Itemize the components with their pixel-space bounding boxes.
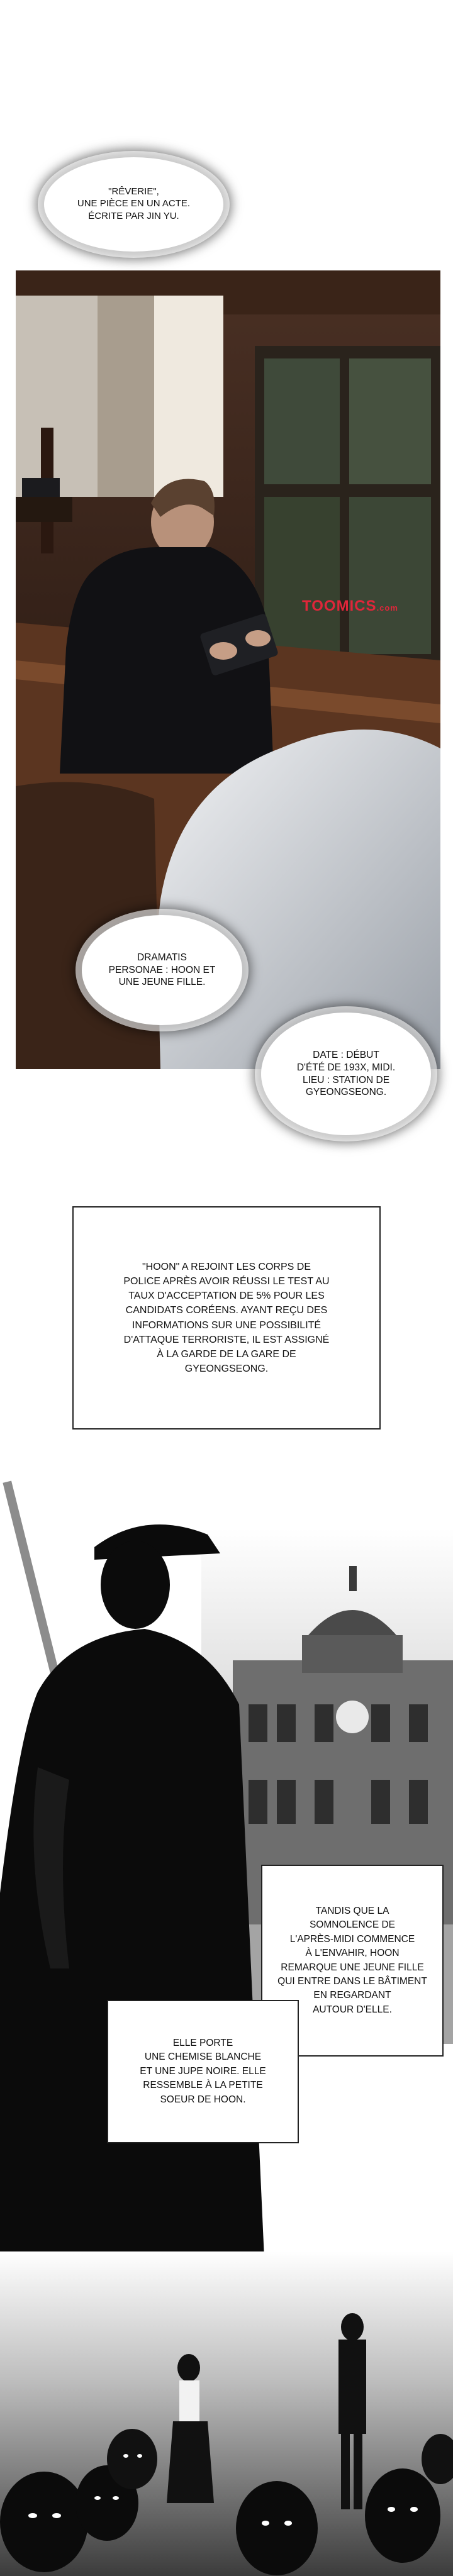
hoon-intro-caption: "HOON" A REJOINT LES CORPS DE POLICE APRÈS AVOIR RÉUSSI LE TEST AU TAUX D'ACCEPTATION DE 5% POUR LES CANDIDATS CORÉENS. AYANT REÇU DES INFORMATIONS SUR UNE POSSIBILITÉ D'ATTAQUE TERRORISTE, IL EST ASSIGNÉ À LA GARDE DE LA GARE DE GYEONGSEONG. xyxy=(72,1206,381,1430)
somnolence-caption: TANDIS QUE LA SOMNOLENCE DE L'APRÈS-MIDI COMMENCE À L'ENVAHIR, HOON REMARQUE UNE JEUNE FILLE QUI ENTRE DANS LE BÂTIMENT EN REGARDANT AUTOUR D'ELLE. xyxy=(261,1865,444,2057)
crowd-illustration xyxy=(0,2251,453,2576)
title-caption: "RÊVERIE", UNE PIÈCE EN UN ACTE. ÉCRITE PAR JIN YU. xyxy=(77,186,191,221)
watermark-text: TOOMICS xyxy=(302,597,377,614)
dramatis-caption: DRAMATIS PERSONAE : HOON ET UNE JEUNE FILLE. xyxy=(108,952,216,988)
girl-caption: ELLE PORTE UNE CHEMISE BLANCHE ET UNE JUPE NOIRE. ELLE RESSEMBLE À LA PETITE SOEUR DE HOON. xyxy=(107,2000,299,2143)
crowd-panel xyxy=(0,2251,453,2576)
date-caption: DATE : DÉBUT D'ÉTÉ DE 193X, MIDI. LIEU : STATION DE GYEONGSEONG. xyxy=(296,1049,396,1098)
watermark-suffix: .com xyxy=(376,603,398,613)
toomics-watermark xyxy=(302,597,398,615)
